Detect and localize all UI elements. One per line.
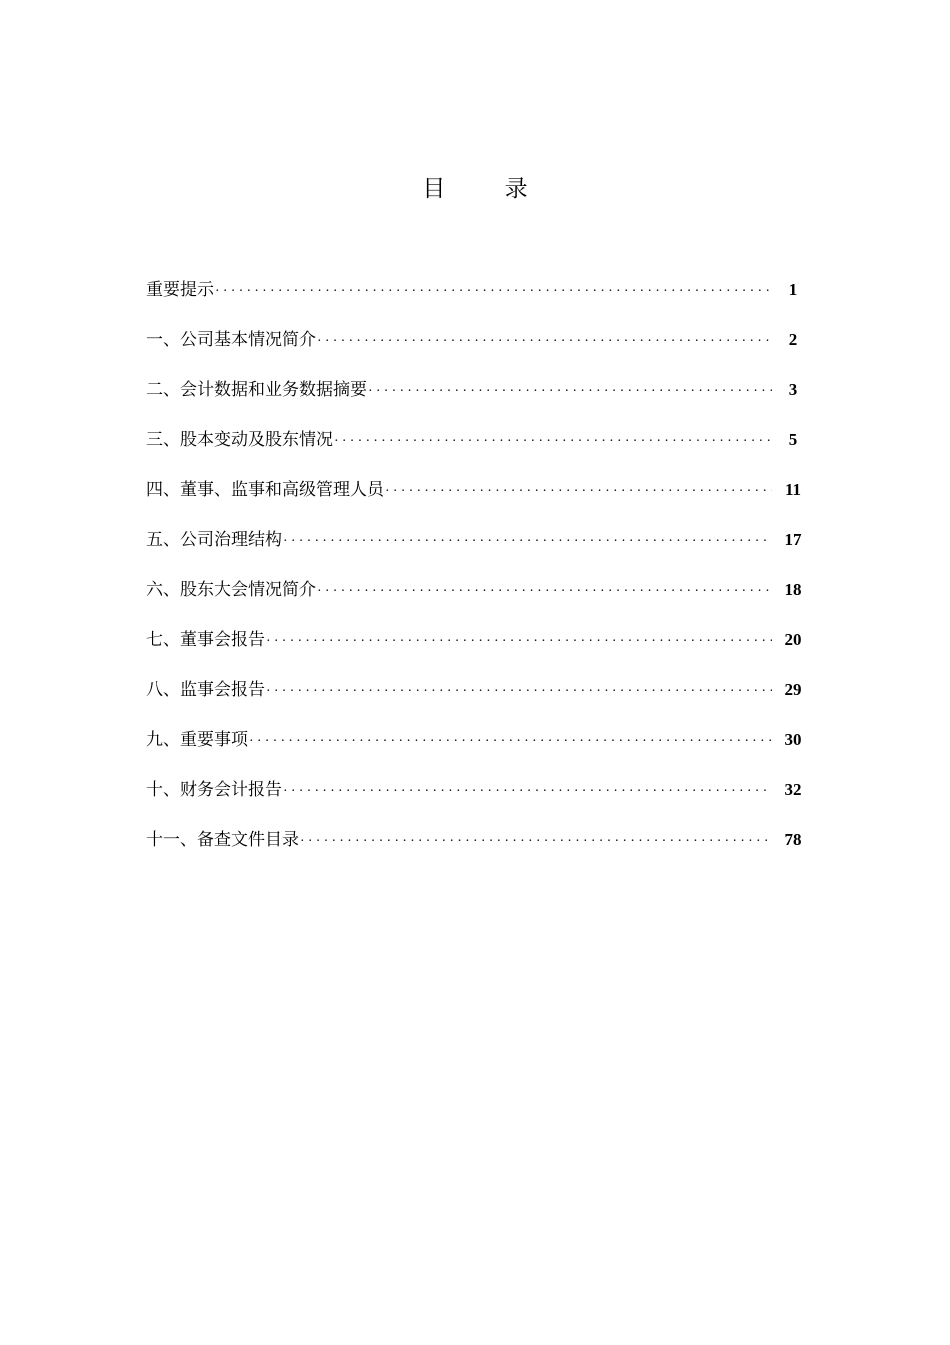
toc-entry-supervisory-report[interactable]: [146, 675, 810, 725]
toc-entry-label: 一、公司基本情况简介: [146, 330, 316, 350]
toc-entry-accounting-data[interactable]: [146, 375, 810, 425]
toc-dot-leader: [283, 527, 772, 557]
toc-entry-corporate-governance[interactable]: [146, 525, 810, 575]
toc-entry-page-number: 1: [788, 280, 798, 299]
toc-entry-label: 七、董事会报告: [146, 630, 265, 650]
toc-dot-leader: [300, 827, 772, 857]
toc-entry-page-number: 11: [784, 480, 802, 499]
toc-dot-leader: [266, 677, 772, 707]
toc-entry-page-number: 2: [788, 330, 798, 349]
toc-entry-label: 四、董事、监事和高级管理人员: [146, 480, 384, 500]
toc-entry-page-number: 30: [784, 730, 802, 749]
toc-dot-leader: [266, 627, 772, 657]
toc-entry-label: 八、监事会报告: [146, 680, 265, 700]
toc-entry-board-report[interactable]: [146, 625, 810, 675]
toc-entry-financial-report[interactable]: [146, 775, 810, 825]
toc-entry-page-number: 20: [784, 630, 802, 649]
toc-dot-leader: [317, 577, 772, 607]
toc-entry-label: 重要提示: [146, 280, 214, 300]
toc-entry-page-number: 5: [788, 430, 798, 449]
toc-entry-shareholders-meeting[interactable]: [146, 575, 810, 625]
toc-entry-page-number: 78: [784, 830, 802, 849]
toc-entry-label: 三、股本变动及股东情况: [146, 430, 333, 450]
toc-entry-page-number: 3: [788, 380, 798, 399]
toc-entry-page-number: 18: [784, 580, 802, 599]
toc-dot-leader: [317, 327, 772, 357]
toc-entry-directors[interactable]: [146, 475, 810, 525]
toc-entry-reference-documents[interactable]: [146, 825, 810, 875]
toc-entry-label: 五、公司治理结构: [146, 530, 282, 550]
toc-entry-label: 十、财务会计报告: [146, 780, 282, 800]
toc-entry-share-capital[interactable]: [146, 425, 810, 475]
toc-entry-page-number: 17: [784, 530, 802, 549]
toc-dot-leader: [249, 727, 772, 757]
toc-entry-page-number: 29: [784, 680, 802, 699]
toc-dot-leader: [385, 477, 772, 507]
toc-entry-label: 六、股东大会情况简介: [146, 580, 316, 600]
toc-entry-important-notice[interactable]: [146, 275, 810, 325]
toc-dot-leader: [334, 427, 772, 457]
toc-entry-label: 十一、备查文件目录: [146, 830, 299, 850]
toc-dot-leader: [215, 277, 772, 307]
toc-entry-company-profile[interactable]: [146, 325, 810, 375]
toc-entry-page-number: 32: [784, 780, 802, 799]
page-title: 目 录: [422, 176, 554, 202]
toc-dot-leader: [283, 777, 772, 807]
toc-entry-significant-events[interactable]: [146, 725, 810, 775]
table-of-contents: [146, 275, 810, 875]
toc-dot-leader: [368, 377, 772, 407]
toc-entry-label: 二、会计数据和业务数据摘要: [146, 380, 367, 400]
toc-entry-label: 九、重要事项: [146, 730, 248, 750]
